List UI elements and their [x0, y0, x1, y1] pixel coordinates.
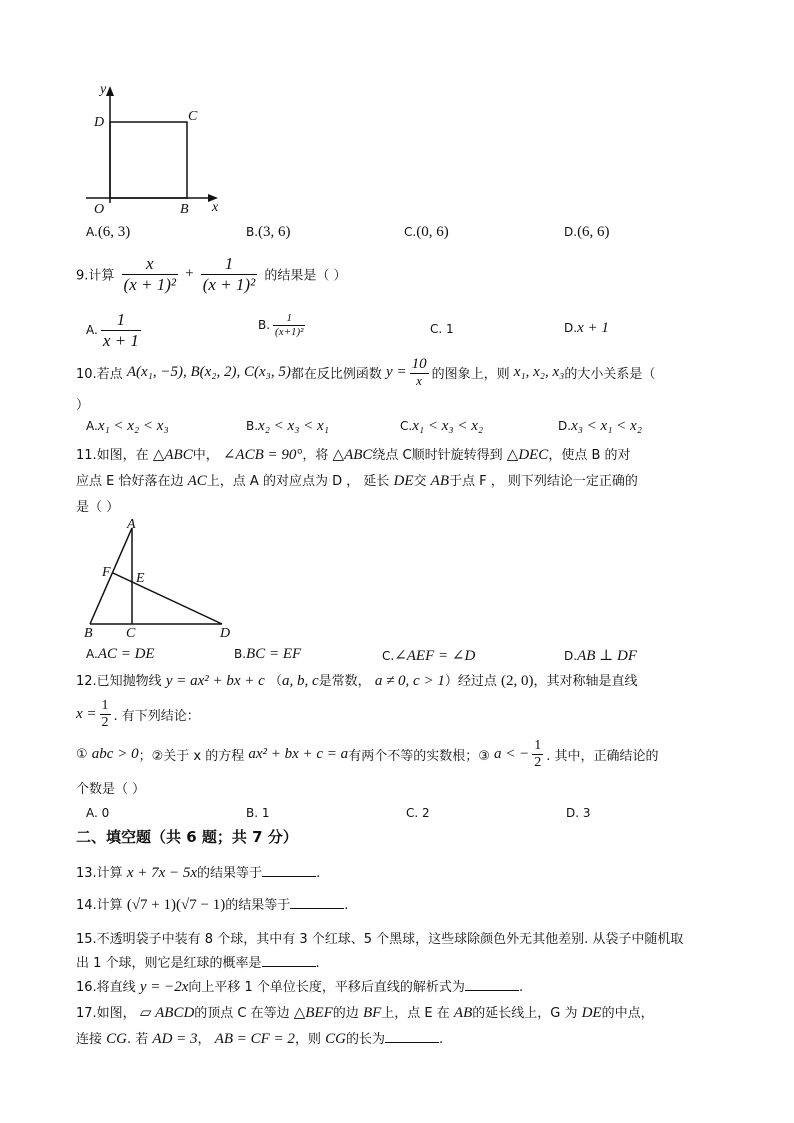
- q9-option-a[interactable]: A. $\frac{1}{x + 1}$: [86, 310, 139, 350]
- question-11-line1: 11.如图，在 △ABC中， ∠ACB = 90°，将 △ABC绕点 C顺时针旋转得到 △DEC，使点 B 的对: [76, 447, 631, 463]
- q8-value-b: (3, 6): [258, 224, 291, 240]
- q11-option-a[interactable]: A.AC = DE: [86, 646, 155, 662]
- label-b: B: [180, 202, 189, 217]
- q9-option-b[interactable]: B. $\frac{1}{\text{(x+1)²}}$: [258, 312, 304, 338]
- q12-option-a[interactable]: A. 0: [86, 806, 110, 820]
- q12-option-b[interactable]: B. 1: [246, 806, 270, 820]
- rectangle-ocbd: [110, 122, 187, 198]
- question-11-line3: 是（ ）: [76, 500, 120, 515]
- question-10-close: ）: [76, 398, 90, 413]
- q11-option-c[interactable]: C.∠AEF = ∠D: [382, 648, 476, 664]
- y-axis-arrow: [106, 86, 114, 96]
- label-o: O: [94, 202, 105, 217]
- label-d: D: [94, 115, 105, 130]
- q8-value-c: (0, 6): [416, 224, 449, 240]
- label-y: y: [100, 82, 107, 97]
- question-15-line2: 出 1 个球，则它是红球的概率是 .: [76, 956, 320, 971]
- question-12-line2: x = $\frac{1}{2}$ . 有下列结论：: [76, 698, 200, 731]
- q12-option-c[interactable]: C. 2: [406, 806, 430, 820]
- q9-option-c[interactable]: C. 1: [430, 322, 454, 336]
- label-a: A: [127, 517, 136, 532]
- q10-option-a[interactable]: A.x₁ < x₂ < x₃: [86, 418, 169, 434]
- question-15-line1: 15.不透明袋子中装有 8 个球，其中有 3 个红球、5 个黑球，这些球除颜色外无其他差别. 从袋子中随机取: [76, 932, 684, 947]
- label-d: D: [220, 626, 231, 640]
- q12-option-d[interactable]: D. 3: [566, 806, 591, 820]
- question-12-line3: ① abc > 0；②关于 x 的方程 ax² + bx + c = a有两个不等的实数根；③ a < − $\frac{1}{2}$ . 其中，正确结论的: [76, 738, 659, 771]
- label-b: B: [84, 626, 93, 640]
- label-f: F: [102, 565, 111, 580]
- question-12-line1: 12.已知抛物线 y = ax² + bx + c （a, b, c是常数， a ≠ 0, c > 1）经过点 (2, 0)，其对称轴是直线: [76, 673, 638, 689]
- answer-blank-14[interactable]: [290, 896, 344, 909]
- question-14: 14.计算 (√7 + 1)(√7 − 1)的结果等于 .: [76, 897, 349, 913]
- segment-ab: [90, 528, 132, 624]
- q8-value-a: (6, 3): [97, 224, 131, 240]
- q11-option-d[interactable]: D.AB ⊥ DF: [564, 648, 637, 664]
- coordinate-figure: [82, 80, 232, 220]
- question-17-line2: 连接 CG. 若 AD = 3， AB = CF = 2，则 CG的长为 .: [76, 1031, 444, 1047]
- label-c: C: [126, 626, 136, 640]
- q10-option-b[interactable]: B.x₂ < x₃ < x₁: [246, 418, 329, 434]
- q8-option-c[interactable]: C.(0, 6): [404, 224, 449, 240]
- answer-blank-16[interactable]: [465, 978, 519, 991]
- q11-option-b[interactable]: B.BC = EF: [234, 646, 302, 662]
- q8-value-d: (6, 6): [577, 224, 610, 240]
- q10-option-d[interactable]: D.x₃ < x₁ < x₂: [558, 418, 642, 434]
- answer-blank-13[interactable]: [262, 864, 316, 877]
- triangle-figure: [80, 516, 240, 640]
- q10-option-c[interactable]: C.x₁ < x₃ < x₂: [400, 418, 484, 434]
- q8-option-b[interactable]: B.(3, 6): [246, 224, 291, 240]
- question-12-line4: 个数是（ ）: [76, 782, 146, 797]
- label-x: x: [212, 200, 219, 215]
- q8-option-d[interactable]: D.(6, 6): [564, 224, 610, 240]
- question-13: 13.计算 x + 7x − 5x的结果等于 .: [76, 865, 321, 881]
- question-10: 10.若点 A(x₁, −5), B(x₂, 2), C(x₃, 5)都在反比例函数 y = $\frac{10}{x}$ 的图象上，则 x₁, x₂, x₃的大小关系是（: [76, 356, 656, 389]
- answer-blank-15[interactable]: [262, 954, 316, 967]
- q9-option-d[interactable]: D.x + 1: [564, 320, 609, 336]
- question-17-line1: 17.如图， ▱ ABCD的顶点 C 在等边 △BEF的边 BF上，点 E 在 AB的延长线上，G 为 DE的中点，: [76, 1005, 654, 1021]
- label-e: E: [136, 571, 145, 586]
- question-9: 9.计算 $\frac{x}{\text{(x + 1)²}}$ + $\frac{1}{\text{(x + 1)²}}$ 的结果是（ ）: [76, 254, 347, 294]
- label-c: C: [188, 109, 198, 124]
- segment-fd: [113, 573, 222, 624]
- section-heading: 二、填空题（共 6 题；共 7 分）: [76, 828, 298, 846]
- answer-blank-17[interactable]: [385, 1030, 439, 1043]
- question-16: 16.将直线 y = −2x向上平移 1 个单位长度，平移后直线的解析式为 .: [76, 979, 524, 995]
- q8-option-a[interactable]: A.(6, 3): [86, 224, 131, 240]
- question-11-line2: 应点 E 恰好落在边 AC上，点 A 的对应点为 D ， 延长 DE交 AB于点 F ， 则下列结论一定正确的: [76, 473, 638, 489]
